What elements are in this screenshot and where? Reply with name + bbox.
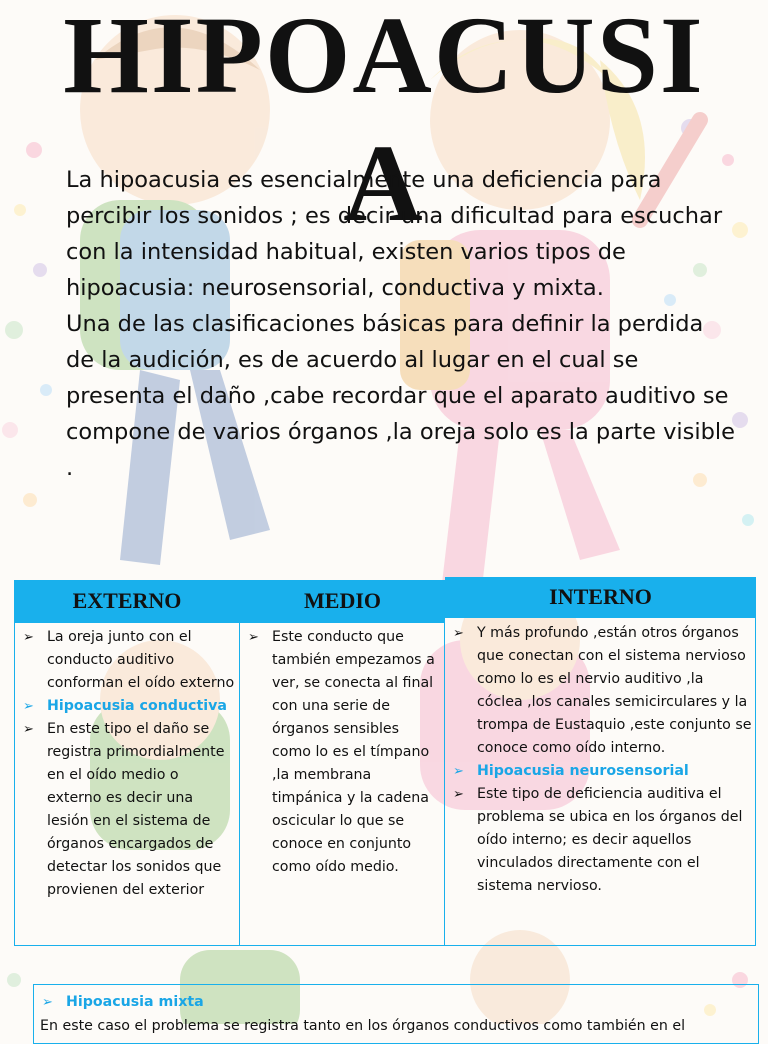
arrow-bullet-icon: ➢ — [42, 995, 53, 1010]
column-medio — [240, 577, 445, 946]
intro-paragraph-2: Una de las clasificaciones básicas para definir la perdida de la audición, es de acuerdo al lugar en el cual se presenta el daño ,cabe recordar que el aparato auditivo se compone de varios órganos ,la oreja solo es la parte visible . — [66, 311, 735, 481]
arrow-bullet-icon: ➢ — [453, 626, 464, 641]
list-item-text: Hipoacusia conductiva — [47, 698, 227, 714]
column-body-medio — [240, 622, 445, 946]
arrow-bullet-icon: ➢ — [23, 630, 34, 645]
column-header-interno: INTERNO — [445, 577, 756, 617]
list-item-text: Y más profundo ,están otros órganos que conectan con el sistema nervioso como lo es el nervio auditivo ,la cóclea ,los canales semicirculares y la trompa de Eustaquio ,este conjunto se conoce como oído interno. — [477, 625, 752, 756]
page-title-line2: A — [343, 122, 425, 244]
mixta-text: En este caso el problema se registra tanto en los órganos conductivos como también en el — [40, 1018, 686, 1034]
column-header-externo: EXTERNO — [14, 580, 240, 622]
intro-paragraph-1: La hipoacusia es esencialmente una deficiencia para percibir los sonidos ; es decir una dificultad para escuchar con la intensidad habitual, existen varios tipos de hipoacusia: neurosensorial, conductiva y mixta. — [66, 167, 723, 301]
list-item — [451, 622, 753, 760]
column-interno — [445, 577, 756, 946]
column-body-externo — [14, 622, 240, 946]
mixta-heading-text: Hipoacusia mixta — [66, 994, 204, 1010]
list-item — [246, 626, 442, 879]
column-externo — [14, 577, 240, 946]
column-header-medio: MEDIO — [240, 580, 445, 622]
list-item-text: Hipoacusia neurosensorial — [477, 763, 689, 779]
arrow-bullet-icon: ➢ — [23, 699, 34, 714]
list-item-text: Este tipo de deficiencia auditiva el problema se ubica en los órganos del oído interno; es decir aquellos vinculados directamente con el sistema nervioso. — [477, 786, 743, 894]
arrow-bullet-icon: ➢ — [23, 722, 34, 737]
list-item-text: En este tipo el daño se registra primordialmente en el oído medio o externo es decir una lesión en el sistema de órganos encargados de detectar los sonidos que provienen del exterior — [47, 721, 225, 898]
arrow-bullet-icon: ➢ — [453, 787, 464, 802]
list-item — [21, 718, 235, 902]
column-body-interno — [445, 617, 756, 946]
list-item-heading — [21, 695, 235, 718]
mixta-heading — [42, 991, 204, 1013]
list-item-heading — [451, 760, 753, 783]
mixta-section — [33, 984, 759, 1044]
list-item-text: Este conducto que también empezamos a ver, se conecta al final con una serie de órganos sensibles como lo es el tímpano ,la membrana timpánica y la cadena oscicular lo que se conoce en conjunto como oído medio. — [272, 629, 435, 875]
list-item — [21, 626, 235, 695]
list-item-text: La oreja junto con el conducto auditivo conforman el oído externo — [47, 629, 235, 691]
intro-text — [66, 162, 736, 486]
arrow-bullet-icon: ➢ — [248, 630, 259, 645]
arrow-bullet-icon: ➢ — [453, 764, 464, 779]
page-title-line1: HIPOACUSI — [63, 0, 705, 116]
hearing-loss-table — [14, 577, 756, 946]
list-item — [451, 783, 753, 898]
